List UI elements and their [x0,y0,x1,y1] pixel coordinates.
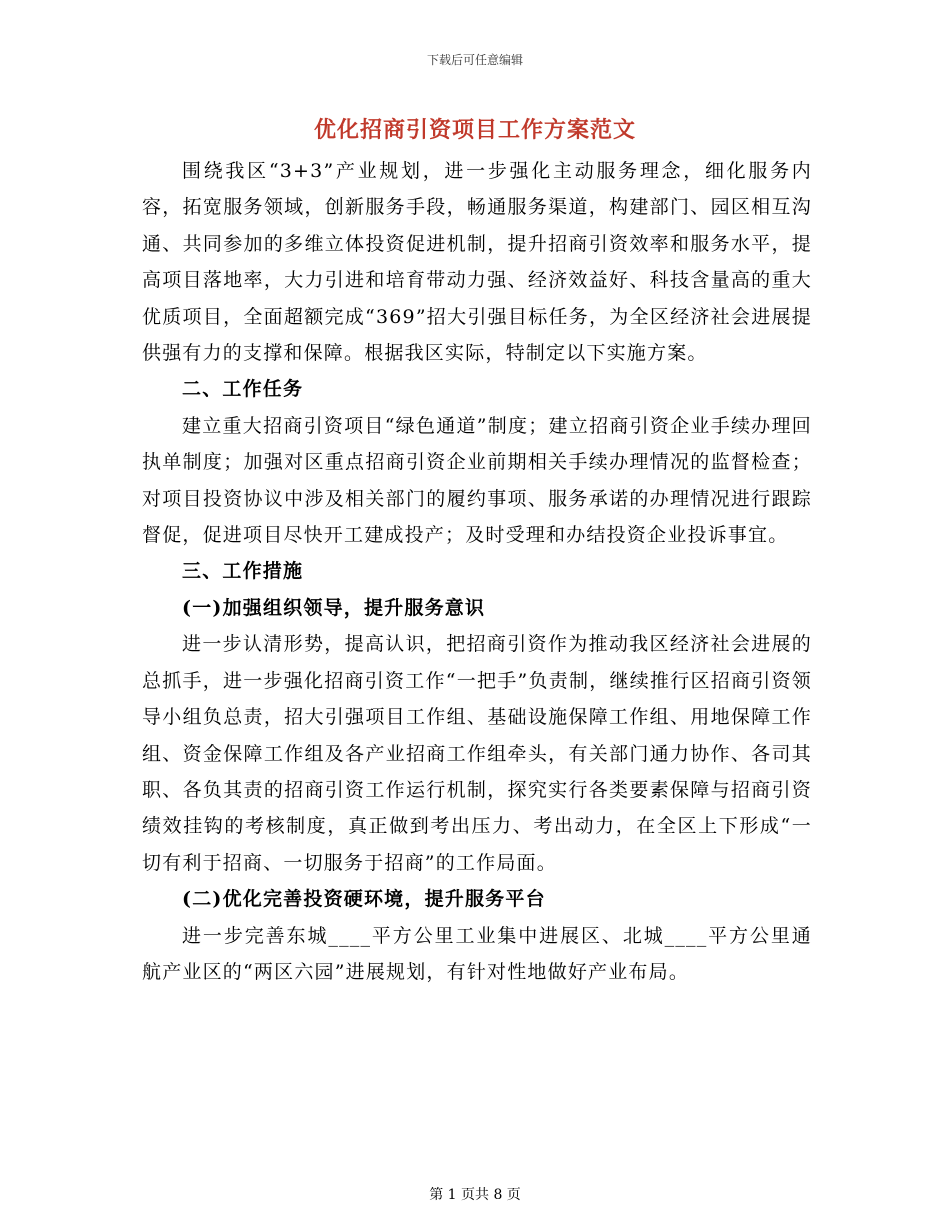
tasks-paragraph: 建立重大招商引资项目“绿色通道”制度；建立招商引资企业手续办理回执单制度；加强对区重点招商引资企业前期相关手续办理情况的监督检查；对项目投资协议中涉及相关部门的履约事项、服务承诺的办理情况进行跟踪督促，促进项目尽快开工建成投产；及时受理和办结投资企业投诉事宜。 [142,414,812,547]
subsection-heading-organization: (一)加强组织领导，提升服务意识 [182,596,486,619]
page-footer: 第 1 页共 8 页 [429,1187,521,1203]
organization-paragraph: 进一步认清形势，提高认识，把招商引资作为推动我区经济社会进展的总抓手，进一步强化招商引资工作“一把手”负责制，继续推行区招商引资领导小组负总责，招大引强项目工作组、基础设施保障工作组、用地保障工作组、资金保障工作组及各产业招商工作组牵头，有关部门通力协作、各司其职、各负其责的招商引资工作运行机制，探究实行各类要素保障与招商引资绩效挂钩的考核制度，真正做到考出压力、考出动力，在全区上下形成“一切有利于招商、一切服务于招商”的工作局面。 [142,633,812,874]
section-heading-tasks: 二、工作任务 [182,378,304,401]
environment-paragraph: 进一步完善东城____平方公里工业集中进展区、北城____平方公里通航产业区的“两区六园”进展规划，有针对性地做好产业布局。 [142,924,812,983]
subsection-heading-environment: (二)优化完善投资硬环境，提升服务平台 [182,888,546,911]
header-note: 下载后可任意编辑 [426,53,523,67]
intro-paragraph: 围绕我区“3+3”产业规划，进一步强化主动服务理念，细化服务内容，拓宽服务领域，创新服务手段，畅通服务渠道，构建部门、园区相互沟通、共同参加的多维立体投资促进机制，提升招商引资效率和服务水平，提高项目落地率，大力引进和培育带动力强、经济效益好、科技含量高的重大优质项目，全面超额完成“369”招大引强目标任务，为全区经济社会进展提供强有力的支撑和保障。根据我区实际，特制定以下实施方案。 [142,160,812,365]
section-heading-measures: 三、工作措施 [182,560,304,583]
document-body [142,153,812,990]
document-title: 优化招商引资项目工作方案范文 [313,117,636,143]
